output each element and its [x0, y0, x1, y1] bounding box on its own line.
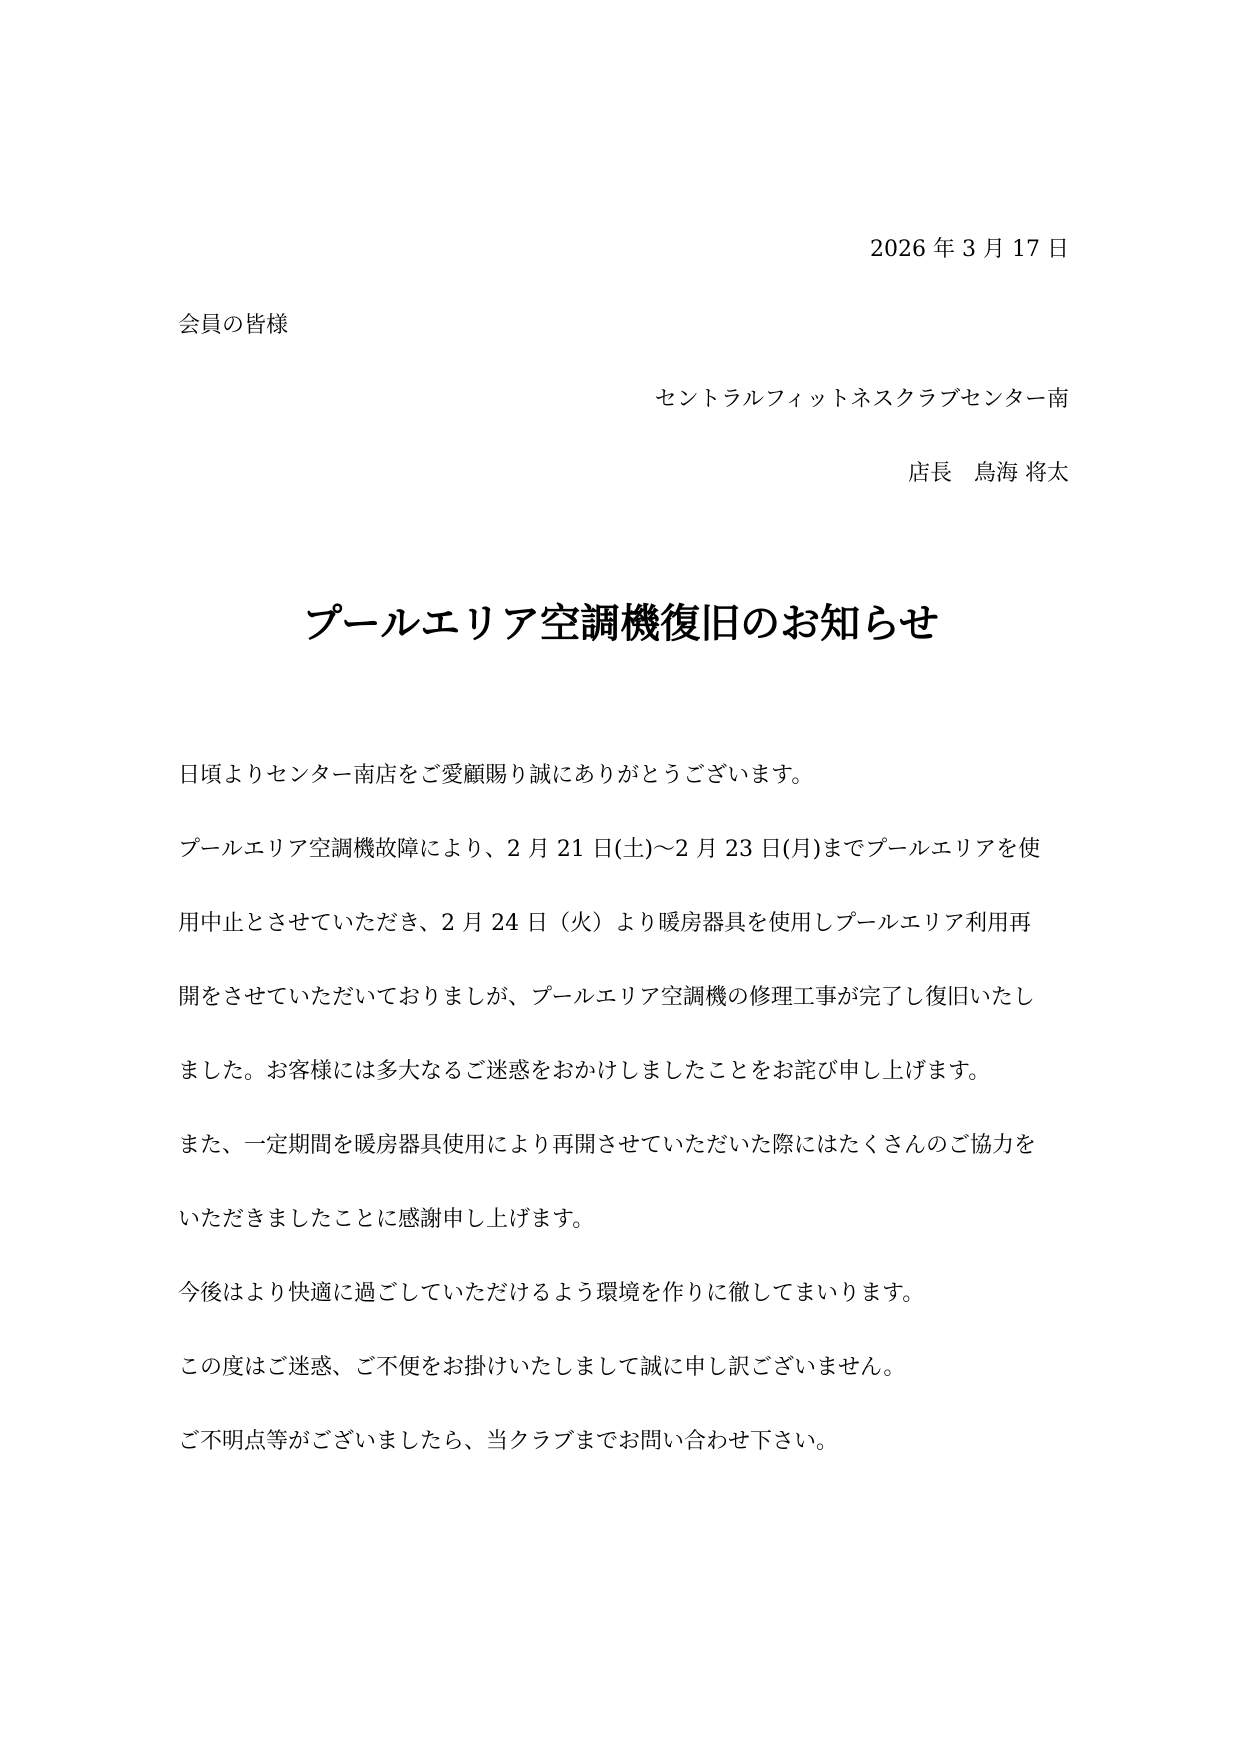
body-line: ご不明点等がございましたら、当クラブまでお問い合わせ下さい。 [178, 1429, 839, 1454]
body-line: また、一定期間を暖房器具使用により再開させていただいた際にはたくさんのご協力を [178, 1133, 1037, 1158]
document-date: 2026 年 3 月 17 日 [870, 237, 1069, 262]
body-line: いただきましたことに感謝申し上げます。 [178, 1207, 595, 1232]
sender-name: 店長 鳥海 将太 [908, 461, 1069, 486]
body-line: 開をさせていただいておりましが、プールエリア空調機の修理工事が完了し復旧いたし [178, 985, 1035, 1010]
body-line: この度はご迷惑、ご不便をお掛けいたしまして誠に申し訳ございません。 [178, 1355, 906, 1380]
sender-organization: セントラルフィットネスクラブセンター南 [654, 387, 1069, 412]
recipient-line: 会員の皆様 [178, 313, 289, 338]
body-line: 日頃よりセンター南店をご愛顧賜り誠にありがとうございます。 [178, 763, 814, 788]
body-line: 用中止とさせていただき、2 月 24 日（火）より暖房器具を使用しプールエリア利用再 [178, 911, 1031, 936]
document-title: プールエリア空調機復旧のお知らせ [302, 600, 939, 647]
body-line: 今後はより快適に過ごしていただけるよう環境を作りに徹してまいります。 [178, 1281, 925, 1306]
body-line: ました。お客様には多大なるご迷惑をおかけしましたことをお詫び申し上げます。 [178, 1059, 991, 1084]
body-line: プールエリア空調機故障により、2 月 21 日(土)～2 月 23 日(月)までプールエリアを使 [178, 837, 1041, 862]
